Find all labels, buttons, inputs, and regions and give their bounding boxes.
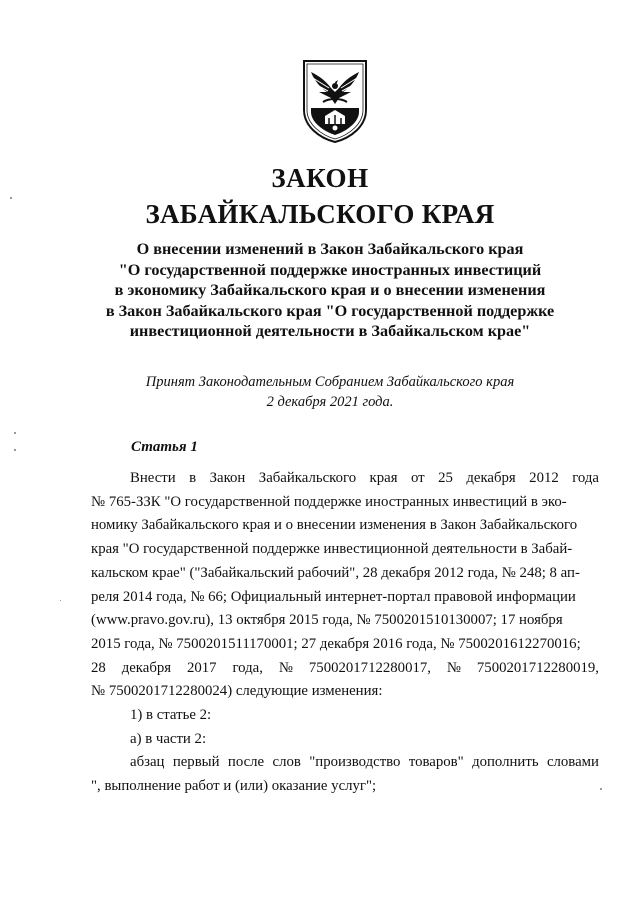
subtitle-line: О внесении изменений в Закон Забайкальского края bbox=[136, 240, 524, 258]
word: Закон bbox=[209, 470, 246, 486]
adoption-note bbox=[0, 372, 640, 412]
subtitle-line: "О государственной поддержке иностранных инвестиций bbox=[118, 260, 542, 279]
list-item: 1) в статье 2: bbox=[130, 707, 212, 724]
adoption-line: Принят Законодательным Собранием Забайкальского края bbox=[145, 374, 515, 390]
word: декабря bbox=[121, 659, 172, 676]
word: товаров" bbox=[408, 754, 464, 771]
subtitle-line: в экономику Забайкальского края и о внесении изменения bbox=[114, 281, 546, 300]
article-body bbox=[91, 467, 599, 799]
word: № bbox=[278, 659, 293, 676]
paragraph-line: (www.pravo.gov.ru), 13 октября 2015 года, № 7500201510130007; 17 ноября bbox=[91, 612, 563, 629]
word: Внести bbox=[130, 470, 176, 486]
word: года bbox=[572, 470, 599, 486]
subtitle-line: в Закон Забайкальского края "О государственной поддержке bbox=[105, 301, 555, 320]
word: "производство bbox=[309, 754, 401, 771]
paragraph-first-line bbox=[91, 467, 599, 491]
adoption-date: 2 декабря 2021 года. bbox=[266, 394, 394, 410]
paragraph-spread-line bbox=[91, 657, 599, 681]
paragraph-line: кальском крае" ("Забайкальский рабочий", 28 декабря 2012 года, № 248; 8 ап- bbox=[91, 564, 580, 581]
word: словами bbox=[546, 754, 599, 771]
paragraph-line: 2015 года, № 7500201511170001; 27 декабря 2016 года, № 7500201612270016; bbox=[91, 635, 581, 652]
word: 7500201712280017, bbox=[308, 659, 431, 676]
word: после bbox=[227, 754, 265, 771]
law-region-title: ЗАБАЙКАЛЬСКОГО КРАЯ bbox=[145, 199, 495, 229]
coat-of-arms-icon bbox=[301, 58, 369, 144]
word: 25 bbox=[438, 470, 453, 486]
scan-speck bbox=[60, 600, 61, 601]
paragraph-last-line: № 7500201712280024) следующие изменения: bbox=[91, 683, 383, 700]
word: 2012 bbox=[529, 470, 559, 486]
law-subtitle bbox=[0, 239, 640, 342]
subtitle-line: инвестиционной деятельности в Забайкальском крае" bbox=[129, 322, 531, 341]
paragraph-line: реля 2014 года, № 66; Официальный интернет-портал правовой информации bbox=[91, 588, 576, 605]
list-subitem: а) в части 2: bbox=[130, 730, 207, 747]
paragraph-line: № 765-ЗЗК "О государственной поддержке иностранных инвестиций в эко- bbox=[91, 493, 567, 510]
article-heading: Статья 1 bbox=[131, 439, 198, 455]
word: года, bbox=[232, 659, 263, 676]
word: 2017 bbox=[186, 659, 217, 676]
scan-speck bbox=[10, 197, 12, 199]
word: первый bbox=[172, 754, 220, 771]
scan-speck bbox=[14, 449, 16, 451]
word: слов bbox=[272, 754, 301, 771]
law-title: ЗАКОН bbox=[271, 163, 369, 193]
word: Забайкальского bbox=[258, 470, 357, 486]
abzac-last-line: ", выполнение работ и (или) оказание услуг"; bbox=[91, 778, 377, 795]
word: края bbox=[369, 470, 398, 486]
word: от bbox=[410, 470, 425, 486]
abzac-line bbox=[91, 751, 599, 775]
word: дополнить bbox=[472, 754, 539, 771]
scan-speck bbox=[600, 788, 602, 790]
word: 28 bbox=[91, 659, 106, 676]
paragraph-line: края "О государственной поддержке инвестиционной деятельности в Забай- bbox=[91, 541, 573, 558]
word: 7500201712280019, bbox=[476, 659, 599, 676]
word: № bbox=[446, 659, 461, 676]
word: декабря bbox=[466, 470, 516, 486]
word: в bbox=[189, 470, 197, 486]
scan-speck bbox=[14, 432, 16, 434]
word: абзац bbox=[130, 754, 165, 771]
paragraph-line: номику Забайкальского края и о внесении изменения в Закон Забайкальского bbox=[91, 517, 578, 534]
